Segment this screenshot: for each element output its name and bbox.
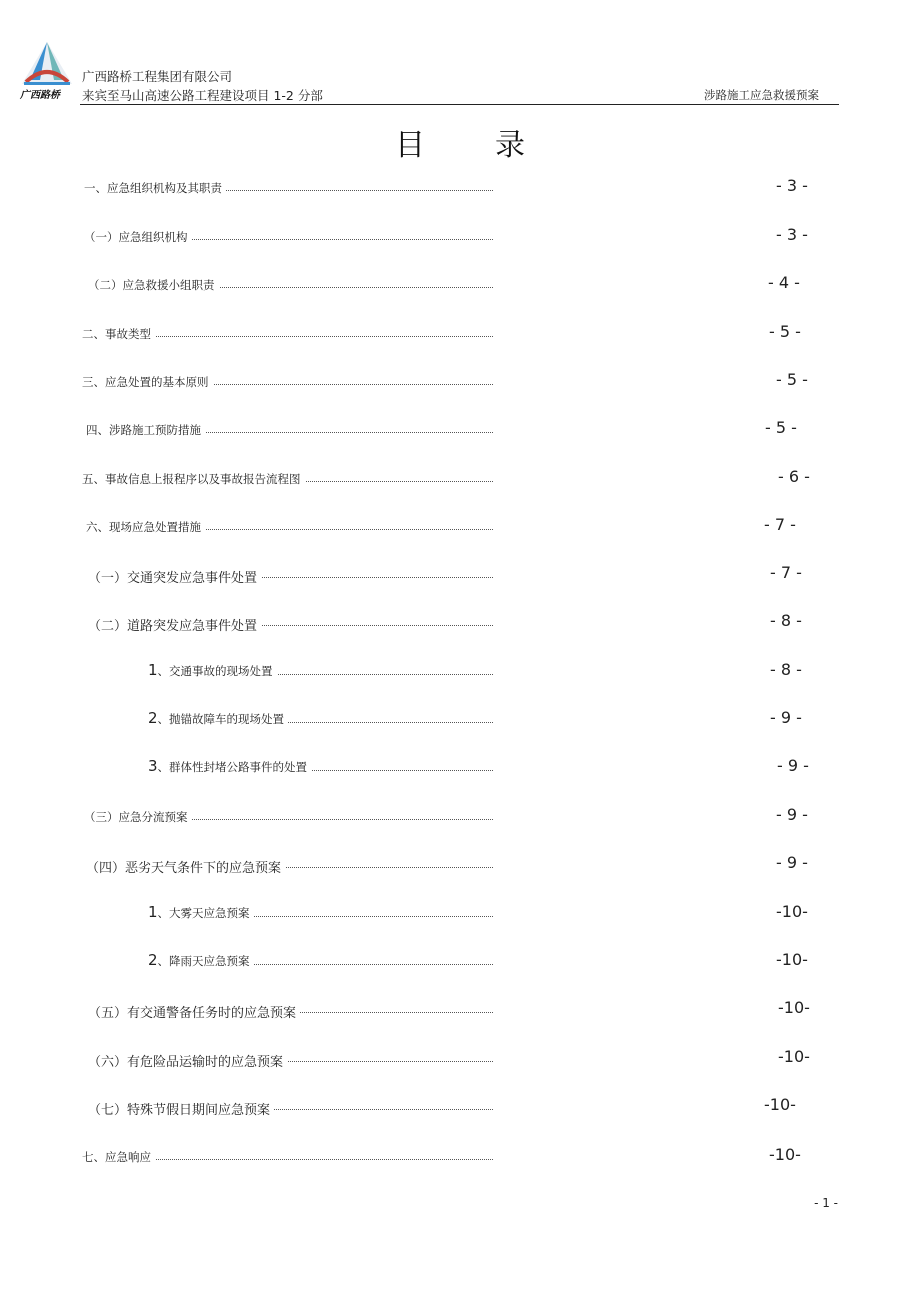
- header-divider: [80, 104, 839, 105]
- toc-entry[interactable]: [0, 1047, 920, 1071]
- toc-entry-page: - 8 -: [770, 660, 802, 679]
- toc-entry-text: 、降雨天应急预案: [157, 954, 250, 968]
- toc-entry-page: - 7 -: [764, 515, 796, 534]
- toc-entry[interactable]: [0, 611, 920, 635]
- toc-entry[interactable]: [0, 998, 920, 1022]
- toc-entry-label: （七）特殊节假日期间应急预案: [88, 1099, 274, 1118]
- toc-entry-page: - 4 -: [768, 273, 800, 292]
- toc-entry[interactable]: [0, 563, 920, 587]
- toc-leader: [242, 916, 493, 917]
- toc-entry-page: - 9 -: [776, 805, 808, 824]
- toc-entry-number: 1: [148, 661, 158, 679]
- page-number: - 1 -: [814, 1196, 838, 1210]
- toc-entry[interactable]: [0, 660, 920, 684]
- document-title: 涉路施工应急救援预案: [704, 88, 819, 102]
- toc-entry-page: - 6 -: [778, 467, 810, 486]
- toc-entry[interactable]: [0, 902, 920, 926]
- toc-entry[interactable]: [0, 853, 920, 877]
- toc-entry-label: 一、应急组织机构及其职责: [84, 180, 226, 196]
- toc-entry-page: - 3 -: [776, 225, 808, 244]
- toc-leader: [270, 1012, 493, 1013]
- toc-entry-page: - 8 -: [770, 611, 802, 630]
- toc-entry-label: 二、事故类型: [82, 326, 155, 342]
- toc-entry[interactable]: [0, 418, 920, 442]
- toc-entry-page: - 5 -: [769, 322, 801, 341]
- toc-entry-page: - 3 -: [776, 176, 808, 195]
- toc-entry-text: 、大雾天应急预案: [157, 906, 250, 920]
- company-name: 广西路桥工程集团有限公司: [82, 69, 233, 84]
- toc-entry[interactable]: [0, 756, 920, 780]
- toc-entry-label: （二）道路突发应急事件处置: [88, 615, 261, 634]
- toc-entry-page: - 7 -: [770, 563, 802, 582]
- toc-entry-number: 2: [148, 709, 158, 727]
- toc-entry-label: 三、应急处置的基本原则: [82, 374, 213, 390]
- toc-entry-label: （四）恶劣天气条件下的应急预案: [86, 857, 285, 876]
- toc-leader: [286, 481, 493, 482]
- toc-entry-label: [148, 709, 288, 727]
- toc-leader: [152, 1159, 493, 1160]
- toc-entry[interactable]: [0, 805, 920, 829]
- toc-entry[interactable]: [0, 950, 920, 974]
- toc-entry-label: （五）有交通警备任务时的应急预案: [88, 1002, 300, 1021]
- page-title: 目录: [395, 128, 595, 163]
- toc-leader: [186, 819, 493, 820]
- project-name: 来宾至马山高速公路工程建设项目 1-2 分部: [82, 88, 323, 103]
- toc-leader: [268, 722, 493, 723]
- toc-entry-label: （一）应急组织机构: [84, 229, 192, 245]
- toc-entry-number: 1: [148, 903, 158, 921]
- toc-entry[interactable]: [0, 708, 920, 732]
- toc-entry-label: 七、应急响应: [82, 1149, 155, 1165]
- logo-text: 广西路桥: [20, 90, 60, 101]
- toc-entry[interactable]: [0, 515, 920, 539]
- toc-entry-label: [148, 757, 311, 775]
- toc-leader: [286, 770, 493, 771]
- toc-entry-page: -10-: [776, 950, 808, 969]
- toc-entry[interactable]: [0, 322, 920, 346]
- toc-entry[interactable]: [0, 370, 920, 394]
- toc-entry-label: [148, 903, 254, 921]
- toc-leader: [232, 577, 493, 578]
- toc-entry-text: 、抛锚故障车的现场处置: [157, 712, 285, 726]
- toc-entry-text: 、交通事故的现场处置: [157, 664, 273, 678]
- company-logo: [18, 40, 76, 104]
- toc-entry-label: 六、现场应急处置措施: [86, 519, 205, 535]
- toc-leader: [212, 287, 493, 288]
- toc-entry-text: 、群体性封堵公路事件的处置: [157, 760, 308, 774]
- toc-leader: [202, 384, 493, 385]
- toc-leader: [258, 1061, 493, 1062]
- toc-entry[interactable]: [0, 467, 920, 491]
- toc-entry-page: -10-: [764, 1095, 796, 1114]
- toc-entry-label: （一）交通突发应急事件处置: [88, 567, 261, 586]
- toc-leader: [242, 964, 493, 965]
- toc-leader: [260, 674, 493, 675]
- toc-entry-label: （六）有危险品运输时的应急预案: [88, 1051, 287, 1070]
- toc-entry-number: 2: [148, 951, 158, 969]
- toc-leader: [232, 625, 493, 626]
- toc-leader: [194, 529, 493, 530]
- toc-entry-label: 五、事故信息上报程序以及事故报告流程图: [82, 471, 305, 487]
- toc-entry-page: -10-: [778, 1047, 810, 1066]
- toc-leader: [210, 190, 493, 191]
- toc-entry-page: - 5 -: [765, 418, 797, 437]
- logo-emblem-icon: [18, 40, 76, 86]
- toc-entry[interactable]: [0, 273, 920, 297]
- toc-leader: [254, 867, 493, 868]
- toc-entry-page: -10-: [776, 902, 808, 921]
- toc-entry-page: -10-: [769, 1145, 801, 1164]
- toc-entry-page: - 5 -: [776, 370, 808, 389]
- toc-entry-label: （二）应急救援小组职责: [88, 277, 219, 293]
- toc-entry-page: -10-: [778, 998, 810, 1017]
- toc-leader: [196, 432, 493, 433]
- toc-entry-page: - 9 -: [770, 708, 802, 727]
- toc-entry[interactable]: [0, 176, 920, 200]
- toc-entry-label: [148, 661, 277, 679]
- toc-leader: [186, 239, 493, 240]
- toc-entry-page: - 9 -: [776, 853, 808, 872]
- toc-entry-label: （三）应急分流预案: [84, 809, 192, 825]
- toc-entry-number: 3: [148, 757, 158, 775]
- toc-entry-page: - 9 -: [777, 756, 809, 775]
- toc-entry[interactable]: [0, 1145, 920, 1169]
- toc-leader: [150, 336, 493, 337]
- toc-entry[interactable]: [0, 1095, 920, 1119]
- toc-entry[interactable]: [0, 225, 920, 249]
- toc-entry-label: 四、涉路施工预防措施: [86, 422, 205, 438]
- toc-leader: [248, 1109, 493, 1110]
- toc-entry-label: [148, 951, 254, 969]
